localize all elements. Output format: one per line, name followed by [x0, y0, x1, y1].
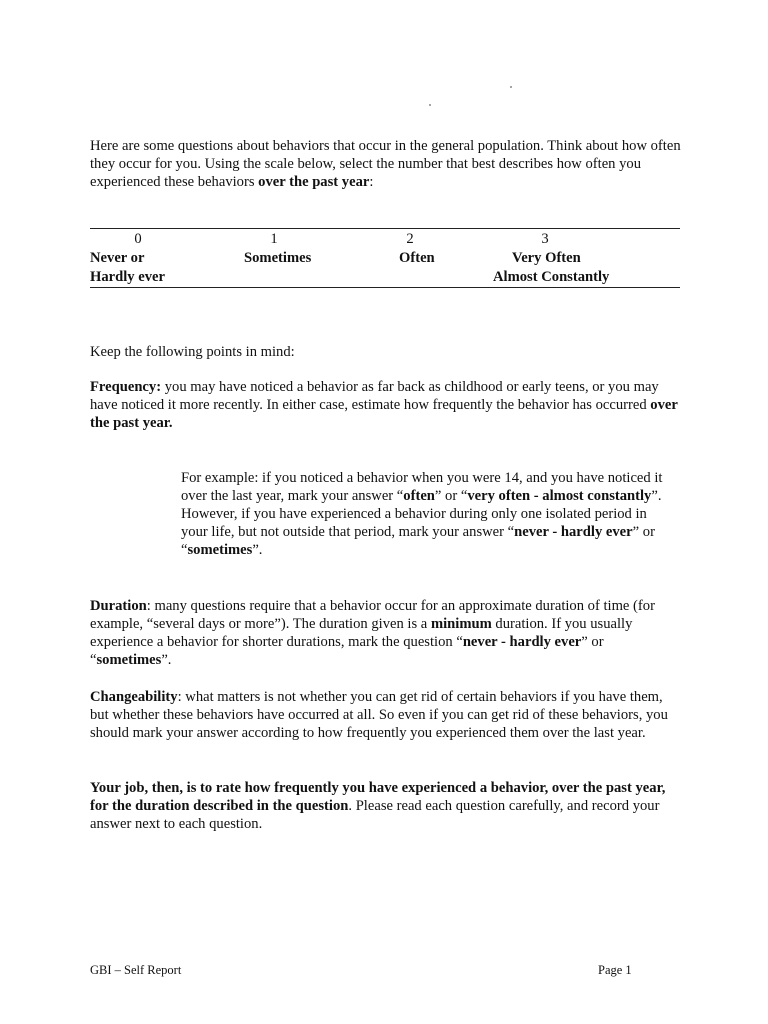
scale-label-0-line2: Hardly ever [90, 269, 165, 285]
example-text-3: ”. However, if you have experienced a behavior during only one isolated period in your life, but not outside that period, mark your answer “ [181, 488, 662, 540]
scale-number-3: 3 [541, 231, 549, 247]
intro-emphasis: over the past year [258, 174, 370, 190]
scale-label-3-line1: Very Often [512, 250, 581, 266]
duration-text-4: ”. [161, 652, 172, 668]
instructions-text: . Please read each question carefully, and record your answer next to each question. [90, 798, 660, 832]
scan-speck [510, 86, 512, 88]
scale-label-2: Often [399, 250, 435, 266]
duration-text-1: : many questions require that a behavior occur for an approximate duration of time (for example, “several days or more”). The duration given is a [90, 598, 655, 632]
changeability-text: : what matters is not whether you can get rid of certain behaviors if you have them, but whether these behaviors have occurred at all. So even if you can get rid of these behaviors, you should mark your answer according to how frequently you experienced them over the last year. [90, 689, 668, 741]
scan-speck [429, 104, 431, 106]
footer-page-number: Page 1 [598, 963, 632, 977]
frequency-paragraph [90, 378, 682, 432]
changeability-paragraph [90, 688, 682, 742]
scale-label-0-line1: Never or [90, 250, 145, 266]
instructions-paragraph [90, 779, 682, 833]
scale-label-3-line2: Almost Constantly [493, 269, 610, 285]
keep-points-line: Keep the following points in mind: [90, 344, 295, 360]
duration-text-3: ” or “ [90, 634, 604, 668]
example-very-often: very often - almost constantly [467, 488, 652, 504]
example-sometimes: sometimes [187, 542, 253, 558]
scale-label-1: Sometimes [244, 250, 312, 266]
example-text-2: ” or “ [434, 488, 468, 504]
instructions-emphasis: Your job, then, is to rate how frequently you have experienced a behavior, over the past year, for the duration described in the question [90, 780, 666, 814]
scale-number-0: 0 [134, 231, 142, 247]
scale-bottom-rule [90, 287, 680, 288]
frequency-emphasis: over the past year. [90, 397, 678, 431]
scale-number-2: 2 [406, 231, 414, 247]
intro-text: Here are some questions about behaviors that occur in the general population. Think about how often they occur for you. Using the scale below, select the number that best describes how often you experienced these behaviors [90, 138, 681, 190]
duration-sometimes: sometimes [96, 652, 162, 668]
duration-paragraph [90, 597, 682, 669]
duration-label: Duration [90, 598, 147, 614]
intro-colon: : [369, 174, 374, 190]
footer-document-title: GBI – Self Report [90, 963, 182, 977]
changeability-label: Changeability [90, 689, 178, 705]
example-paragraph [181, 469, 677, 559]
frequency-label: Frequency: [90, 379, 162, 395]
example-often: often [403, 488, 435, 504]
example-text-4: ” or “ [181, 524, 655, 558]
example-text-1: For example: if you noticed a behavior when you were 14, and you have noticed it over the last year, mark your answer “ [181, 470, 663, 504]
duration-text-2: duration. If you usually experience a behavior for shorter durations, mark the question “ [90, 616, 633, 650]
example-never: never - hardly ever [514, 524, 633, 540]
example-text-5: ”. [252, 542, 263, 558]
frequency-text: you may have noticed a behavior as far back as childhood or early teens, or you may have noticed it more recently. In either case, estimate how frequently the behavior has occurred [90, 379, 659, 413]
scale-top-rule [90, 228, 680, 229]
duration-minimum: minimum [430, 616, 492, 632]
duration-never: never - hardly ever [462, 634, 582, 650]
scale-number-1: 1 [270, 231, 278, 247]
intro-paragraph [90, 137, 682, 191]
